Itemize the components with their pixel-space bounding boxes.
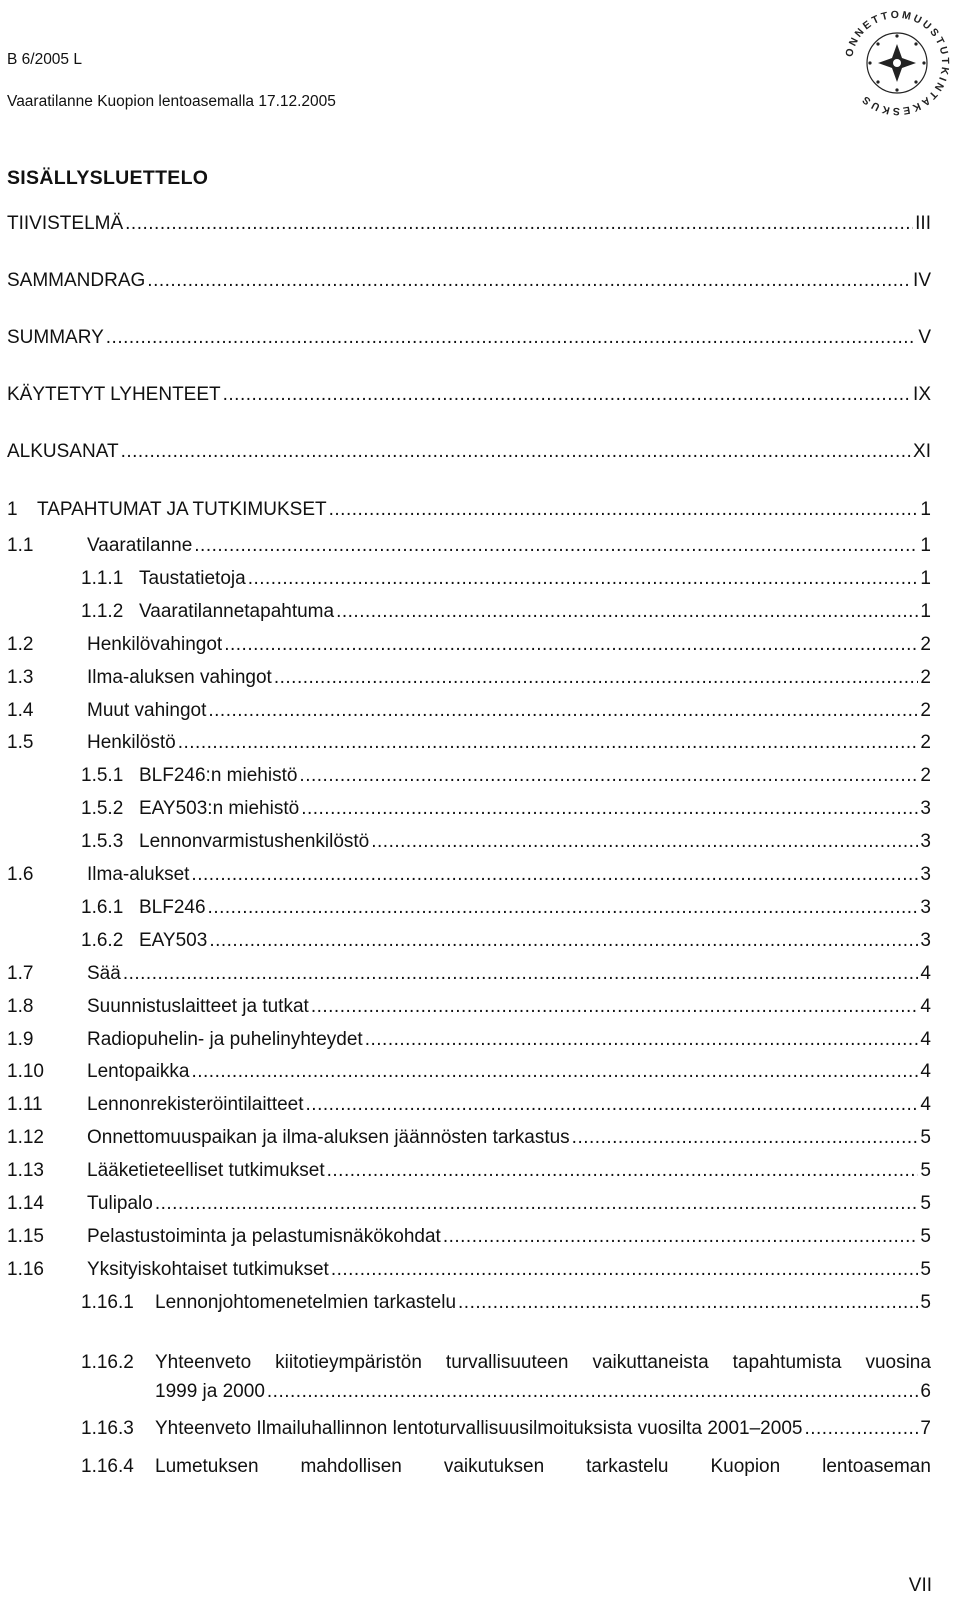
toc-entry[interactable]: [81, 763, 931, 789]
toc-entry[interactable]: [81, 599, 931, 625]
toc-leader-dots: [125, 211, 913, 237]
header-report-id: B 6/2005 L: [7, 51, 82, 68]
toc-entry-1-16-3[interactable]: [81, 1416, 931, 1442]
toc-leader-dots: [106, 325, 917, 351]
toc-entry-text: Onnettomuuspaikan ja ilma-aluksen jäännösten tarkastus: [87, 1127, 570, 1148]
toc-entry[interactable]: [7, 1125, 931, 1151]
toc-leader-dots: [194, 533, 918, 559]
toc-leader-dots: [209, 928, 918, 954]
toc-leader-dots: [572, 1125, 919, 1151]
toc-entry-page: 3: [920, 831, 931, 852]
toc-entry-text: Lennonvarmistushenkilöstö: [139, 831, 370, 852]
toc-entry[interactable]: [7, 632, 931, 658]
toc-leader-dots: [155, 1191, 919, 1217]
toc-entry-num: 1.12: [7, 1127, 44, 1148]
toc-leader-dots: [191, 862, 918, 888]
toc-entry[interactable]: [7, 1092, 931, 1118]
toc-leader-dots: [191, 1059, 918, 1085]
toc-front-entry[interactable]: [7, 439, 931, 465]
toc-chapter-1[interactable]: [7, 497, 931, 523]
toc-entry[interactable]: [7, 961, 931, 987]
toc-entry-page: 4: [920, 1061, 931, 1082]
toc-front-entry[interactable]: [7, 325, 931, 351]
toc-entry-text: SUMMARY: [7, 327, 104, 348]
toc-entry-text: EAY503: [139, 930, 208, 951]
toc-entry-text: KÄYTETYT LYHENTEET: [7, 384, 221, 405]
toc-entry-page: 4: [920, 1094, 931, 1115]
toc-entry-text: Lääketieteelliset tutkimukset: [87, 1160, 325, 1181]
toc-leader-dots: [123, 961, 919, 987]
page-number: VII: [908, 1575, 932, 1596]
toc-leader-dots: [121, 439, 911, 465]
toc-entry-word: kiitotieympäristön: [275, 1352, 422, 1373]
toc-entry-num: 1.16.3: [81, 1418, 134, 1439]
toc-leader-dots: [306, 1092, 919, 1118]
toc-entry-1-16-4-num[interactable]: [81, 1454, 134, 1480]
toc-entry-page: 2: [920, 765, 931, 786]
toc-entry-num: 1.8: [7, 996, 34, 1017]
toc-entry-num: 1.1: [7, 535, 34, 556]
toc-entry-num: 1.16.2: [81, 1352, 134, 1373]
toc-entry-page: 5: [920, 1292, 931, 1313]
toc-entry-page: III: [915, 213, 931, 234]
toc-entry-word: turvallisuuteen: [445, 1352, 569, 1373]
toc-entry-text: Ilma-aluksen vahingot: [87, 667, 272, 688]
toc-entry-text: Tulipalo: [87, 1193, 153, 1214]
toc-entry-word: Lumetuksen: [155, 1456, 259, 1477]
toc-entry-text: Lentopaikka: [87, 1061, 190, 1082]
toc-entry-num: 1.11: [7, 1094, 43, 1115]
toc-leader-dots: [443, 1224, 919, 1250]
toc-entry-text: ALKUSANAT: [7, 441, 119, 462]
toc-title: SISÄLLYSLUETTELO: [7, 167, 209, 189]
toc-entry-word: tapahtumista: [732, 1352, 842, 1373]
toc-front-entry[interactable]: [7, 268, 931, 294]
toc-entry-page: 2: [920, 667, 931, 688]
toc-front-entry[interactable]: [7, 382, 931, 408]
agency-logo-seal: [840, 6, 954, 120]
toc-entry-text: Radiopuhelin- ja puhelinyhteydet: [87, 1029, 363, 1050]
toc-entry-num: 1.5.1: [81, 765, 124, 786]
toc-entry-num: 1.6.2: [81, 930, 124, 951]
toc-entry-word: vaikutuksen: [443, 1456, 545, 1477]
toc-leader-dots: [299, 763, 918, 789]
toc-entry-text: Lennonrekisteröintilaitteet: [87, 1094, 304, 1115]
toc-entry-page: 5: [920, 1259, 931, 1280]
toc-entry-page: 2: [920, 700, 931, 721]
toc-entry-word: mahdollisen: [300, 1456, 402, 1477]
toc-entry-text: TAPAHTUMAT JA TUTKIMUKSET: [37, 499, 327, 520]
toc-entry-num: 1.1.1: [81, 568, 124, 589]
toc-entry-num: 1.1.2: [81, 601, 124, 622]
toc-leader-dots: [371, 829, 918, 855]
toc-entry-page: 3: [920, 798, 931, 819]
toc-leader-dots: [311, 994, 919, 1020]
toc-entry-num: 1.5.3: [81, 831, 124, 852]
toc-entry-num: 1.5: [7, 732, 34, 753]
toc-entry-1-16-2-line2[interactable]: [155, 1379, 931, 1405]
toc-entry-text: 1999 ja 2000: [155, 1381, 265, 1402]
toc-entry-num: 1.16.4: [81, 1456, 134, 1477]
toc-entry-text: Yksityiskohtaiset tutkimukset: [87, 1259, 329, 1280]
toc-entry-1-16-2-text[interactable]: [155, 1350, 931, 1376]
toc-entry-page: 5: [920, 1193, 931, 1214]
toc-entry-num: 1.9: [7, 1029, 34, 1050]
header-report-title: Vaaratilanne Kuopion lentoasemalla 17.12.2005: [7, 93, 336, 110]
toc-entry-page: 2: [920, 634, 931, 655]
toc-entry-text: BLF246:n miehistö: [139, 765, 298, 786]
toc-entry-text: Taustatietoja: [139, 568, 246, 589]
toc-entry[interactable]: [7, 1059, 931, 1085]
toc-entry-word: Kuopion: [710, 1456, 781, 1477]
toc-entry-page: 4: [920, 996, 931, 1017]
toc-front-entry[interactable]: [7, 211, 931, 237]
toc-entry-page: 1: [920, 499, 931, 520]
toc-entry-num: 1.13: [7, 1160, 44, 1181]
toc-entry-text: Lennonjohtomenetelmien tarkastelu: [155, 1292, 457, 1313]
toc-leader-dots: [365, 1027, 919, 1053]
toc-entry-text: Yhteenveto Ilmailuhallinnon lentoturvallisuusilmoituksista vuosilta 2001–2005: [155, 1418, 803, 1439]
toc-entry-word: vuosina: [865, 1352, 931, 1373]
toc-entry-num: 1.4: [7, 700, 34, 721]
toc-entry[interactable]: [7, 1158, 931, 1184]
toc-leader-dots: [274, 665, 919, 691]
toc-entry-num: 1.6: [7, 864, 34, 885]
toc-entry[interactable]: [81, 928, 931, 954]
toc-entry-text: SAMMANDRAG: [7, 270, 146, 291]
toc-entry[interactable]: [7, 994, 931, 1020]
svg-text:ONNETTOMUUSTUTKINTAKESKUS: ONNETTOMUUSTUTKINTAKESKUS: [843, 8, 952, 118]
toc-entry-text: Ilma-alukset: [87, 864, 190, 885]
toc-entry-1-16-2-line1[interactable]: [81, 1350, 155, 1376]
toc-entry-num: 1.10: [7, 1061, 44, 1082]
toc-leader-dots: [327, 1158, 919, 1184]
toc-entry-text: Vaaratilanne: [87, 535, 193, 556]
toc-leader-dots: [208, 698, 918, 724]
toc-entry[interactable]: [7, 730, 931, 756]
toc-entry-text: Pelastustoiminta ja pelastumisnäkökohdat: [87, 1226, 441, 1247]
toc-entry[interactable]: [81, 829, 931, 855]
toc-entry-word: lentoaseman: [822, 1456, 931, 1477]
toc-entry[interactable]: [81, 566, 931, 592]
toc-leader-dots: [336, 599, 918, 625]
toc-entry-page: IV: [913, 270, 931, 291]
toc-entry[interactable]: [7, 533, 931, 559]
toc-leader-dots: [267, 1379, 919, 1405]
toc-entry-page: 3: [920, 897, 931, 918]
toc-leader-dots: [224, 632, 918, 658]
toc-entry-text: TIIVISTELMÄ: [7, 213, 124, 234]
toc-entry[interactable]: [7, 665, 931, 691]
toc-leader-dots: [147, 268, 911, 294]
toc-entry[interactable]: [81, 796, 931, 822]
toc-entry-text: Henkilöstö: [87, 732, 176, 753]
toc-entry-word: tarkastelu: [586, 1456, 669, 1477]
toc-entry-page: 4: [920, 1029, 931, 1050]
toc-entry-page: 4: [920, 963, 931, 984]
toc-entry-word: vaikuttaneista: [592, 1352, 709, 1373]
toc-entry-text: BLF246: [139, 897, 206, 918]
toc-leader-dots: [223, 382, 911, 408]
toc-entry-text: Suunnistuslaitteet ja tutkat: [87, 996, 309, 1017]
toc-entry-num: 1.15: [7, 1226, 44, 1247]
toc-entry-page: 3: [920, 864, 931, 885]
toc-entry-text: Henkilövahingot: [87, 634, 223, 655]
toc-entry[interactable]: [7, 1191, 931, 1217]
toc-entry-page: 2: [920, 732, 931, 753]
toc-entry-num: 1.3: [7, 667, 34, 688]
toc-entry-num: 1.7: [7, 963, 34, 984]
toc-entry[interactable]: [81, 1290, 931, 1316]
toc-leader-dots: [458, 1290, 918, 1316]
toc-entry[interactable]: [7, 862, 931, 888]
toc-entry-num: 1.2: [7, 634, 34, 655]
toc-entry[interactable]: [7, 698, 931, 724]
toc-leader-dots: [804, 1416, 918, 1442]
toc-entry-1-16-4-text[interactable]: [155, 1454, 931, 1480]
toc-entry[interactable]: [81, 895, 931, 921]
toc-entry-num: 1.16.1: [81, 1292, 134, 1313]
toc-entry-word: Yhteenveto: [155, 1352, 252, 1373]
toc-entry-num: 1.5.2: [81, 798, 124, 819]
toc-entry-text: Vaaratilannetapahtuma: [139, 601, 335, 622]
toc-entry-page: 1: [920, 601, 931, 622]
toc-entry-page: V: [918, 327, 931, 348]
toc-entry-num: 1: [7, 499, 18, 520]
toc-entry-text: Muut vahingot: [87, 700, 207, 721]
toc-entry[interactable]: [7, 1257, 931, 1283]
toc-leader-dots: [301, 796, 918, 822]
toc-entry-num: 1.14: [7, 1193, 44, 1214]
toc-leader-dots: [331, 1257, 919, 1283]
toc-leader-dots: [329, 497, 919, 523]
toc-entry-num: 1.6.1: [81, 897, 124, 918]
toc-entry-page: 5: [920, 1160, 931, 1181]
toc-entry-page: 5: [920, 1127, 931, 1148]
toc-entry[interactable]: [7, 1027, 931, 1053]
toc-entry-page: 5: [920, 1226, 931, 1247]
toc-entry-page: IX: [913, 384, 931, 405]
toc-entry-page: 3: [920, 930, 931, 951]
toc-entry-page: 1: [920, 535, 931, 556]
toc-entry-page: XI: [913, 441, 931, 462]
toc-entry[interactable]: [7, 1224, 931, 1250]
toc-entry-num: 1.16: [7, 1259, 44, 1280]
toc-leader-dots: [178, 730, 919, 756]
toc-entry-text: EAY503:n miehistö: [139, 798, 300, 819]
toc-entry-page: 7: [920, 1418, 931, 1439]
toc-leader-dots: [248, 566, 919, 592]
toc-entry-text: Sää: [87, 963, 121, 984]
toc-entry-page: 1: [920, 568, 931, 589]
toc-leader-dots: [208, 895, 919, 921]
toc-entry-page: 6: [920, 1381, 931, 1402]
